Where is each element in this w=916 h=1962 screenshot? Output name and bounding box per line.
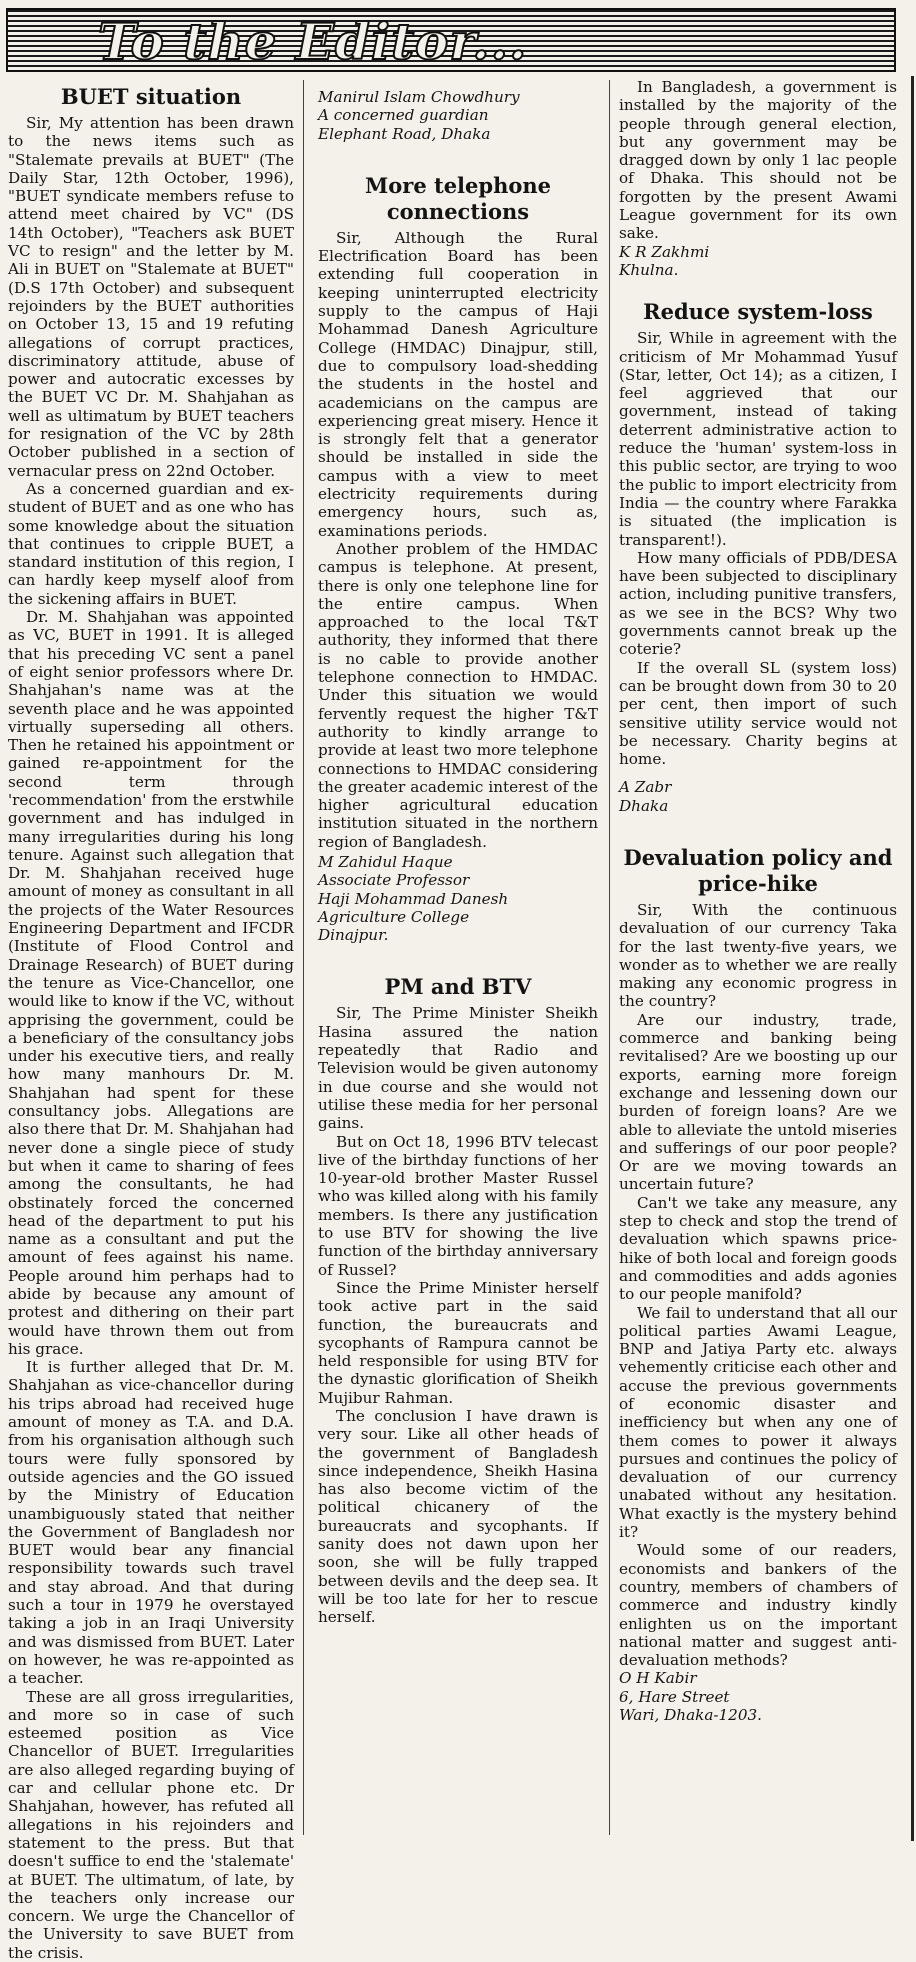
letter-devaluation-policy (619, 845, 897, 1724)
signature (619, 1669, 897, 1724)
headline: PM and BTV (384, 974, 532, 1000)
column-divider (609, 80, 610, 1835)
paragraph: But on Oct 18, 1996 BTV telecast live of the birthday functions of her 10-year-old brother Master Russel who was killed along with his family members. Is there any justification to use BTV for showing the live function of the birthday anniversary of Russel? (318, 1132, 598, 1279)
paragraph: Are our industry, trade, commerce and banking being revitalised? Are we boosting up our exports, earning more foreign exchange and lessening down our burden of foreign loans? Are we able to alleviate the untold miseries and sufferings of our poor people? Or are we moving towards an uncertain future? (619, 1010, 897, 1194)
signature (619, 243, 897, 280)
headline: Devaluation policy and price-hike (623, 844, 893, 896)
signature-line: Khulna. (619, 260, 679, 279)
masthead-title: To the Editor... (98, 12, 528, 71)
paragraph: The conclusion I have drawn is very sour. Like all other heads of the government of Bangladesh since independence, Sheikh Hasina has also become victim of the political chicanery of the bureaucrats and sycophants. If sanity does not dawn upon her soon, she will be fully trapped between devils and the deep sea. It will be too late for her to rescue herself. (318, 1407, 598, 1627)
paragraph: In Bangladesh, a government is installed by the majority of the people through general election, but any government may be dragged down by only 1 lac people of Dhaka. This should not be forgotten by the present Awami League government for its own sake. (619, 78, 897, 243)
column-2 (318, 78, 598, 1833)
masthead-banner (6, 8, 896, 72)
signature-line: 6, Hare Street (619, 1687, 730, 1706)
signature-line: K R Zakhmi (619, 242, 710, 261)
paragraph: Sir, With the continuous devaluation of our currency Taka for the last twenty-five years, we wonder as to whether we are really making any economic progress in the country? (619, 900, 897, 1011)
signature-line: Wari, Dhaka-1203. (619, 1706, 762, 1725)
paragraph: We fail to understand that all our political parties Awami League, BNP and Jatiya Party etc. always vehemently criticise each other and accuse the previous governments of economic disaster and inefficiency but when any one of them comes to power it always pursues and continues the policy of devaluation of our currency unabated without any hesitation. What exactly is the mystery behind it? (619, 1303, 897, 1542)
column-1 (8, 80, 294, 1962)
column-divider (303, 80, 304, 1835)
signature-line: O H Kabir (619, 1669, 697, 1688)
paragraph: Sir, The Prime Minister Sheikh Hasina assured the nation repeatedly that Radio and Television would be given autonomy in due course and she would not utilise these media for her personal gains. (318, 1004, 598, 1133)
paragraph: Can't we take any measure, any step to check and stop the trend of devaluation which spawns price-hike of both local and foreign goods and commodities and adds agonies to our people manifold? (619, 1193, 897, 1304)
signature-line: Dhaka (619, 796, 669, 815)
paragraph: It is further alleged that Dr. M. Shahjahan as vice-chancellor during his trips abroad had received huge amount of money as T.A. and D.A. from his organisation although such tours were fully sponsored by outside agencies and the GO issued by the Ministry of Education unambiguously stated that neither the Government of Bangladesh nor BUET would bear any financial responsibility towards such travel and stay abroad. And that during such a tour in 1979 he overstayed taking a job in an Iraqi University and was dismissed from BUET. Later on however, he was re-appointed as a teacher. (8, 1358, 294, 1688)
paragraph: Sir, While in agreement with the criticism of Mr Mohammad Yusuf (Star, letter, Oct 14); as a citizen, I feel aggrieved that our government, instead of taking deterrent administrative action to reduce the 'human' system-loss in this public sector, are trying to woo the public to import electricity from India — the country where Farakka is situated (the implication is transparent!). (619, 329, 897, 549)
paragraph: Sir, Although the Rural Electrification Board has been extending full cooperation in keeping uninterrupted electricity supply to the campus of Haji Mohammad Danesh Agriculture College (HMDAC) Dinajpur, still, due to compulsory load-shedding the students in the hostel and academicians on the campus are experiencing great misery. Hence it is strongly felt that a generator should be installed in side the campus with a view to meet electricity requirements during emergency hours, such as, examinations periods. (318, 228, 598, 540)
signature-line: A Zabr (619, 778, 672, 797)
paragraph: Dr. M. Shahjahan was appointed as VC, BUET in 1991. It is alleged that his preceding VC sent a panel of eight senior professors where Dr. Shahjahan's name was at the seventh place and he was appointed virtually superseding all others. Then he retained his appointment or gained re-appointment for the second term through 'recommendation' from the erstwhile government and has indulged in many irregularities during his long tenure. Against such allegation that Dr. M. Shahjahan received huge amount of money as consultant in all the projects of the Water Resources Engineering Department and IFCDR (Institute of Flood Control and Drainage Research) of BUET during the tenure as Vice-Chancellor, one would like to know if the VC, without apprising the government, could be a beneficiary of the consultancy jobs under his executive tiers, and really how many manhours Dr. M. Shahjahan had spent for these consultancy jobs. Allegations are also there that Dr. M. Shahjahan had never done a single piece of study but when it came to sharing of fees among the consultants, he had obstinately forced the concerned head of the department to put his name as a consultant and put the amount of fees against his name. People around him perhaps had to abide by because any amount of protest and dithering on their part would have thrown them out from his grace. (8, 608, 294, 1358)
page-edge-rule (911, 76, 914, 1841)
signature (318, 853, 598, 944)
signature-line: Associate Professor (318, 871, 470, 890)
signature-line: Agriculture College (318, 907, 470, 926)
headline: Reduce system-loss (643, 299, 873, 325)
paragraph: These are all gross irregularities, and more so in case of such esteemed position as Vice Chancellor of BUET. Irregularities are also alleged regarding buying of car and cellular phone etc. Dr Shahjahan, however, has refuted all allegations in his rejoinders and statement to the press. But that doesn't suffice to end the 'stalemate' at BUET. The ultimatum, of late, by the teachers only increase our concern. We urge the Chancellor of the University to save BUET from the crisis. (8, 1687, 294, 1962)
signature-line: A concerned guardian (318, 106, 489, 125)
paragraph: If the overall SL (system loss) can be brought down from 30 to 20 per cent, then import of such sensitive utility service would not be necessary. Charity begins at home. (619, 658, 897, 769)
headline: BUET situation (60, 84, 242, 109)
signature (619, 778, 897, 815)
headline: More telephone connections (365, 172, 551, 224)
signature-line: Haji Mohammad Danesh (318, 889, 509, 908)
letter-buet-situation (8, 84, 294, 1962)
letter-pm-and-btv (318, 974, 598, 1626)
signature-line: Manirul Islam Chowdhury (318, 88, 520, 106)
paragraph: How many officials of PDB/DESA have been subjected to disciplinary action, including punitive transfers, as we see in the BCS? Why two governments cannot break up the coterie? (619, 548, 897, 659)
signature-line: Elephant Road, Dhaka (318, 124, 491, 143)
paragraph: Another problem of the HMDAC campus is telephone. At present, there is only one telephone line for the entire campus. When approached to the local T&T authority, they informed that there is no cable to provide another telephone connection to HMDAC. Under this situation we would fervently request the higher T&T authority to kindly arrange to provide at least two more telephone connections to HMDAC considering the greater academic interest of the higher agricultural education institution situated in the northern region of Bangladesh. (318, 539, 598, 851)
signature-line: Dinajpur. (318, 926, 389, 945)
paragraph: Would some of our readers, economists and bankers of the country, members of chambers of commerce and industry kindly enlighten us on the important national matter and suggest anti-devaluation methods? (619, 1541, 897, 1670)
signature (318, 88, 598, 143)
column-3 (619, 78, 897, 1833)
letter-reduce-system-loss (619, 299, 897, 815)
paragraph: As a concerned guardian and ex-student of BUET and as one who has some knowledge about the situation that continues to cripple BUET, a standard institution of this region, I can hardly keep myself aloof from the sickening affairs in BUET. (8, 479, 294, 608)
paragraph: Since the Prime Minister herself took active part in the said function, the bureaucrats and sycophants of Rampura cannot be held responsible for using BTV for the dynastic glorification of Sheikh Mujibur Rahman. (318, 1278, 598, 1407)
signature-line: M Zahidul Haque (318, 852, 453, 871)
letter-more-telephone-connections (318, 173, 598, 945)
paragraph: Sir, My attention has been drawn to the news items such as "Stalemate prevails at BUET" (The Daily Star, 12th October, 1996), "BUET syndicate members refuse to attend meet chaired by VC" (DS 14th October), "Teachers ask BUET VC to resign" and the letter by M. Ali in BUET on "Stalemate at BUET" (D.S 17th October) and subsequent rejoinders by the BUET authorities on October 13, 15 and 19 refuting allegations of corrupt practices, discriminatory attitude, abuse of power and autocratic excesses by the BUET VC Dr. M. Shahjahan as well as ultimatum by BUET teachers for resignation of the VC by 28th October published in a section of vernacular press on 22nd October. (8, 114, 294, 480)
